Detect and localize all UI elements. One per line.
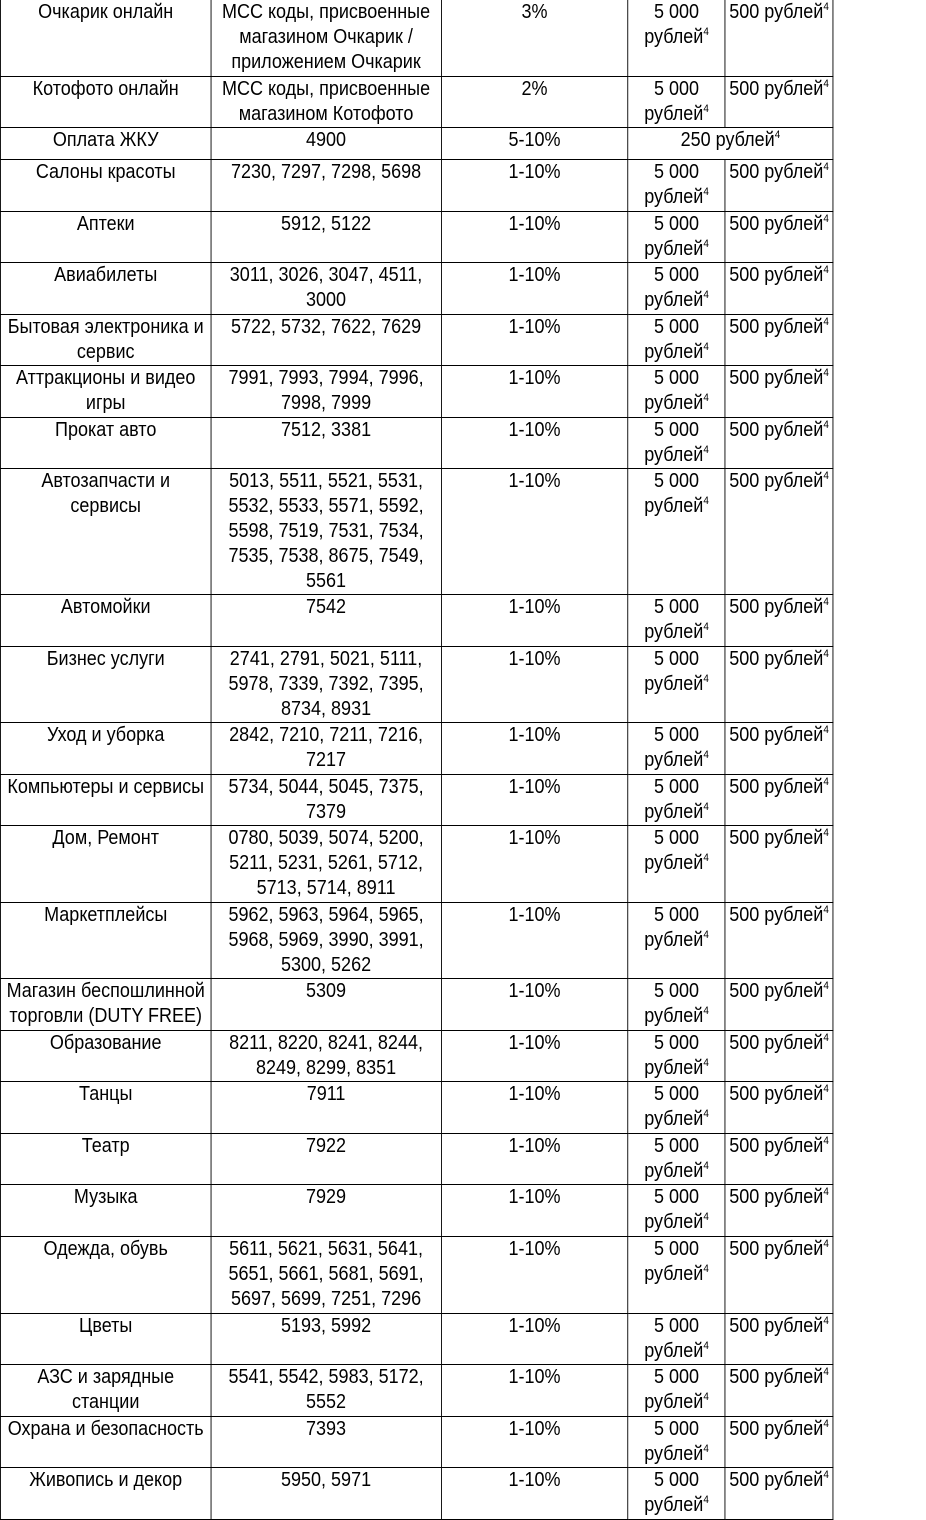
cashback-rate-cell: 1-10% <box>441 315 628 366</box>
cashback-rate-cell: 5-10% <box>441 128 628 160</box>
fee-cell: 500 рублей$^4$ <box>725 0 833 77</box>
fee-cell: 500 рублей$^4$ <box>725 1417 833 1468</box>
footnote-mark: 4 <box>823 1418 829 1430</box>
limit-cell: 5 000 рублей$^4$ <box>628 418 725 469</box>
category-cell: Бизнес услуги <box>0 647 211 723</box>
footnote-mark: 4 <box>703 186 709 198</box>
limit-cell: 5 000 рублей$^4$ <box>628 77 725 128</box>
mcc-codes-cell: 5541, 5542, 5983, 5172, 5552 <box>211 1365 441 1417</box>
cashback-rate-cell: 1-10% <box>441 647 628 723</box>
table-row <box>0 77 832 128</box>
table-row <box>0 212 832 263</box>
limit-cell: 5 000 рублей$^4$ <box>628 0 725 77</box>
limit-cell: 5 000 рублей$^4$ <box>628 366 725 418</box>
footnote-mark: 4 <box>823 161 829 173</box>
fee-cell: 500 рублей$^4$ <box>725 418 833 469</box>
mcc-codes-cell: 7542 <box>211 595 441 647</box>
cashback-rate-cell: 1-10% <box>441 1314 628 1365</box>
table-row <box>0 723 832 775</box>
table-row <box>0 1031 832 1082</box>
footnote-mark: 4 <box>823 1083 829 1095</box>
category-cell: Дом, Ремонт <box>0 826 211 903</box>
fee-cell: 500 рублей$^4$ <box>725 903 833 979</box>
mcc-codes-cell: 7393 <box>211 1417 441 1468</box>
mcc-codes-cell: 7230, 7297, 7298, 5698 <box>211 160 441 212</box>
category-cell: Магазин беспошлинной торговли (DUTY FREE) <box>0 979 211 1031</box>
table-row <box>0 775 832 826</box>
footnote-mark: 4 <box>703 621 709 633</box>
category-cell: Танцы <box>0 1082 211 1134</box>
mcc-codes-cell: МСС коды, присвоенные магазином Очкарик / приложением Очкарик <box>211 0 441 77</box>
footnote-mark: 4 <box>823 724 829 736</box>
mcc-codes-cell: 7922 <box>211 1134 441 1185</box>
mcc-codes-cell: 5962, 5963, 5964, 5965, 5968, 5969, 3990, 3991, 5300, 5262 <box>211 903 441 979</box>
footnote-mark: 4 <box>703 289 709 301</box>
footnote-mark: 4 <box>823 1469 829 1481</box>
footnote-mark: 4 <box>823 316 829 328</box>
cashback-rate-cell: 1-10% <box>441 1237 628 1314</box>
limit-merged-cell: 250 рублей$^4$ <box>628 128 833 160</box>
footnote-mark: 4 <box>703 749 709 761</box>
fee-cell: 500 рублей$^4$ <box>725 1031 833 1082</box>
limit-cell: 5 000 рублей$^4$ <box>628 1365 725 1417</box>
footnote-mark: 4 <box>703 673 709 685</box>
footnote-mark: 4 <box>823 904 829 916</box>
cashback-rate-cell: 1-10% <box>441 826 628 903</box>
footnote-mark: 4 <box>823 596 829 608</box>
cashback-rate-cell: 1-10% <box>441 263 628 315</box>
cashback-rate-cell: 1-10% <box>441 418 628 469</box>
footnote-mark: 4 <box>823 648 829 660</box>
limit-cell: 5 000 рублей$^4$ <box>628 1134 725 1185</box>
mcc-codes-cell: 7991, 7993, 7994, 7996, 7998, 7999 <box>211 366 441 418</box>
table-row <box>0 418 832 469</box>
limit-cell: 5 000 рублей$^4$ <box>628 826 725 903</box>
footnote-mark: 4 <box>703 1160 709 1172</box>
limit-cell: 5 000 рублей$^4$ <box>628 1185 725 1237</box>
footnote-mark: 4 <box>703 1108 709 1120</box>
footnote-mark: 4 <box>703 852 709 864</box>
table-row <box>0 315 832 366</box>
category-cell: Прокат авто <box>0 418 211 469</box>
category-cell: Очкарик онлайн <box>0 0 211 77</box>
footnote-mark: 4 <box>823 1186 829 1198</box>
mcc-codes-cell: 5013, 5511, 5521, 5531, 5532, 5533, 5571, 5592, 5598, 7519, 7531, 7534, 7535, 7538, 8675, 7549, 5561 <box>211 469 441 595</box>
footnote-mark: 4 <box>703 495 709 507</box>
footnote-mark: 4 <box>703 392 709 404</box>
cashback-rate-cell: 1-10% <box>441 595 628 647</box>
mcc-codes-cell: 5912, 5122 <box>211 212 441 263</box>
footnote-mark: 4 <box>823 367 829 379</box>
footnote-mark: 4 <box>703 1005 709 1017</box>
fee-cell: 500 рублей$^4$ <box>725 647 833 723</box>
category-cell: Одежда, обувь <box>0 1237 211 1314</box>
table-row <box>0 1314 832 1365</box>
category-cell: Автозапчасти и сервисы <box>0 469 211 595</box>
fee-cell: 500 рублей$^4$ <box>725 1082 833 1134</box>
mcc-codes-cell: 5734, 5044, 5045, 7375, 7379 <box>211 775 441 826</box>
fee-cell: 500 рублей$^4$ <box>725 1314 833 1365</box>
cashback-rate-cell: 1-10% <box>441 1082 628 1134</box>
mcc-codes-cell: 7929 <box>211 1185 441 1237</box>
table-row <box>0 1365 832 1417</box>
cashback-rate-cell: 1-10% <box>441 723 628 775</box>
cashback-rate-cell: 1-10% <box>441 1417 628 1468</box>
footnote-mark: 4 <box>823 1135 829 1147</box>
category-cell: Живопись и декор <box>0 1468 211 1520</box>
footnote-mark: 4 <box>823 1 829 13</box>
mcc-codes-cell: 5950, 5971 <box>211 1468 441 1520</box>
fee-cell: 500 рублей$^4$ <box>725 723 833 775</box>
footnote-mark: 4 <box>703 103 709 115</box>
footnote-mark: 4 <box>703 1340 709 1352</box>
category-cell: АЗС и зарядные станции <box>0 1365 211 1417</box>
category-cell: Аптеки <box>0 212 211 263</box>
category-cell: Цветы <box>0 1314 211 1365</box>
limit-cell: 5 000 рублей$^4$ <box>628 723 725 775</box>
fee-cell: 500 рублей$^4$ <box>725 77 833 128</box>
fee-cell: 500 рублей$^4$ <box>725 160 833 212</box>
limit-cell: 5 000 рублей$^4$ <box>628 595 725 647</box>
footnote-mark: 4 <box>703 801 709 813</box>
table-row <box>0 979 832 1031</box>
fee-cell: 500 рублей$^4$ <box>725 1365 833 1417</box>
mcc-codes-cell: 2741, 2791, 5021, 5111, 5978, 7339, 7392, 7395, 8734, 8931 <box>211 647 441 723</box>
footnote-mark: 4 <box>823 980 829 992</box>
table-row <box>0 1237 832 1314</box>
mcc-codes-cell: 7911 <box>211 1082 441 1134</box>
mcc-codes-cell: 7512, 3381 <box>211 418 441 469</box>
limit-cell: 5 000 рублей$^4$ <box>628 160 725 212</box>
footnote-mark: 4 <box>823 419 829 431</box>
cashback-rate-cell: 1-10% <box>441 160 628 212</box>
cashback-rate-cell: 1-10% <box>441 1365 628 1417</box>
cashback-rate-cell: 1-10% <box>441 1185 628 1237</box>
mcc-codes-cell: 8211, 8220, 8241, 8244, 8249, 8299, 8351 <box>211 1031 441 1082</box>
footnote-mark: 4 <box>703 26 709 38</box>
table-row <box>0 128 832 160</box>
cashback-rate-cell: 1-10% <box>441 1468 628 1520</box>
fee-cell: 500 рублей$^4$ <box>725 1185 833 1237</box>
table-row <box>0 647 832 723</box>
mcc-codes-cell: 5722, 5732, 7622, 7629 <box>211 315 441 366</box>
footnote-mark: 4 <box>703 1057 709 1069</box>
footnote-mark: 4 <box>703 929 709 941</box>
footnote-mark: 4 <box>823 827 829 839</box>
mcc-codes-cell: МСС коды, присвоенные магазином Котофото <box>211 77 441 128</box>
cashback-rate-cell: 1-10% <box>441 366 628 418</box>
limit-cell: 5 000 рублей$^4$ <box>628 1314 725 1365</box>
table-row <box>0 826 832 903</box>
fee-cell: 500 рублей$^4$ <box>725 595 833 647</box>
table-row <box>0 160 832 212</box>
footnote-mark: 4 <box>823 1032 829 1044</box>
limit-cell: 5 000 рублей$^4$ <box>628 903 725 979</box>
fee-cell: 500 рублей$^4$ <box>725 366 833 418</box>
fee-cell: 500 рублей$^4$ <box>725 1237 833 1314</box>
limit-cell: 5 000 рублей$^4$ <box>628 263 725 315</box>
cashback-rate-cell: 1-10% <box>441 212 628 263</box>
cashback-rate-cell: 2% <box>441 77 628 128</box>
fee-cell: 500 рублей$^4$ <box>725 1134 833 1185</box>
footnote-mark: 4 <box>703 1211 709 1223</box>
fee-cell: 500 рублей$^4$ <box>725 1468 833 1520</box>
fee-cell: 500 рублей$^4$ <box>725 212 833 263</box>
footnote-mark: 4 <box>823 1315 829 1327</box>
footnote-mark: 4 <box>703 1263 709 1275</box>
limit-cell: 5 000 рублей$^4$ <box>628 1082 725 1134</box>
cashback-rate-cell: 1-10% <box>441 1134 628 1185</box>
footnote-mark: 4 <box>703 1494 709 1506</box>
limit-cell: 5 000 рублей$^4$ <box>628 1417 725 1468</box>
footnote-mark: 4 <box>703 341 709 353</box>
table-row <box>0 595 832 647</box>
mcc-codes-cell: 4900 <box>211 128 441 160</box>
limit-cell: 5 000 рублей$^4$ <box>628 469 725 595</box>
table-row <box>0 1417 832 1468</box>
category-cell: Котофото онлайн <box>0 77 211 128</box>
fee-cell: 500 рублей$^4$ <box>725 315 833 366</box>
limit-cell: 5 000 рублей$^4$ <box>628 315 725 366</box>
table-row <box>0 469 832 595</box>
limit-cell: 5 000 рублей$^4$ <box>628 1237 725 1314</box>
footnote-mark: 4 <box>823 1238 829 1250</box>
category-cell: Охрана и безопасность <box>0 1417 211 1468</box>
fee-cell: 500 рублей$^4$ <box>725 979 833 1031</box>
mcc-codes-cell: 2842, 7210, 7211, 7216, 7217 <box>211 723 441 775</box>
limit-cell: 5 000 рублей$^4$ <box>628 647 725 723</box>
cashback-rate-cell: 1-10% <box>441 979 628 1031</box>
table-row <box>0 263 832 315</box>
limit-cell: 5 000 рублей$^4$ <box>628 1468 725 1520</box>
category-cell: Аттракционы и видео игры <box>0 366 211 418</box>
mcc-codes-cell: 5193, 5992 <box>211 1314 441 1365</box>
category-cell: Театр <box>0 1134 211 1185</box>
category-cell: Компьютеры и сервисы <box>0 775 211 826</box>
limit-cell: 5 000 рублей$^4$ <box>628 979 725 1031</box>
fee-cell: 500 рублей$^4$ <box>725 263 833 315</box>
footnote-mark: 4 <box>823 213 829 225</box>
category-cell: Авиабилеты <box>0 263 211 315</box>
category-cell: Салоны красоты <box>0 160 211 212</box>
category-cell: Музыка <box>0 1185 211 1237</box>
category-cell: Образование <box>0 1031 211 1082</box>
footnote-mark: 4 <box>823 470 829 482</box>
mcc-codes-cell: 3011, 3026, 3047, 4511, 3000 <box>211 263 441 315</box>
cashback-rate-cell: 1-10% <box>441 469 628 595</box>
cashback-rate-cell: 3% <box>441 0 628 77</box>
footnote-mark: 4 <box>774 129 781 141</box>
cashback-rate-cell: 1-10% <box>441 1031 628 1082</box>
category-cell: Оплата ЖКУ <box>0 128 211 160</box>
mcc-codes-cell: 0780, 5039, 5074, 5200, 5211, 5231, 5261, 5712, 5713, 5714, 8911 <box>211 826 441 903</box>
footnote-mark: 4 <box>703 1443 709 1455</box>
footnote-mark: 4 <box>823 1366 829 1378</box>
fee-cell: 500 рублей$^4$ <box>725 826 833 903</box>
cashback-rate-cell: 1-10% <box>441 775 628 826</box>
mcc-codes-cell: 5611, 5621, 5631, 5641, 5651, 5661, 5681, 5691, 5697, 5699, 7251, 7296 <box>211 1237 441 1314</box>
table-row <box>0 1082 832 1134</box>
table-row <box>0 903 832 979</box>
category-cell: Уход и уборка <box>0 723 211 775</box>
limit-cell: 5 000 рублей$^4$ <box>628 775 725 826</box>
table-row <box>0 1468 832 1520</box>
mcc-codes-cell: 5309 <box>211 979 441 1031</box>
footnote-mark: 4 <box>703 238 709 250</box>
category-cell: Маркетплейсы <box>0 903 211 979</box>
footnote-mark: 4 <box>823 78 829 90</box>
table-row <box>0 0 832 77</box>
table-row <box>0 1134 832 1185</box>
table-row <box>0 366 832 418</box>
limit-cell: 5 000 рублей$^4$ <box>628 212 725 263</box>
fee-cell: 500 рублей$^4$ <box>725 775 833 826</box>
footnote-mark: 4 <box>703 1391 709 1403</box>
table-row <box>0 1185 832 1237</box>
cashback-rate-cell: 1-10% <box>441 903 628 979</box>
footnote-mark: 4 <box>703 444 709 456</box>
category-cell: Бытовая электроника и сервис <box>0 315 211 366</box>
fee-cell: 500 рублей$^4$ <box>725 469 833 595</box>
limit-cell: 5 000 рублей$^4$ <box>628 1031 725 1082</box>
category-cell: Автомойки <box>0 595 211 647</box>
footnote-mark: 4 <box>823 264 829 276</box>
footnote-mark: 4 <box>823 776 829 788</box>
